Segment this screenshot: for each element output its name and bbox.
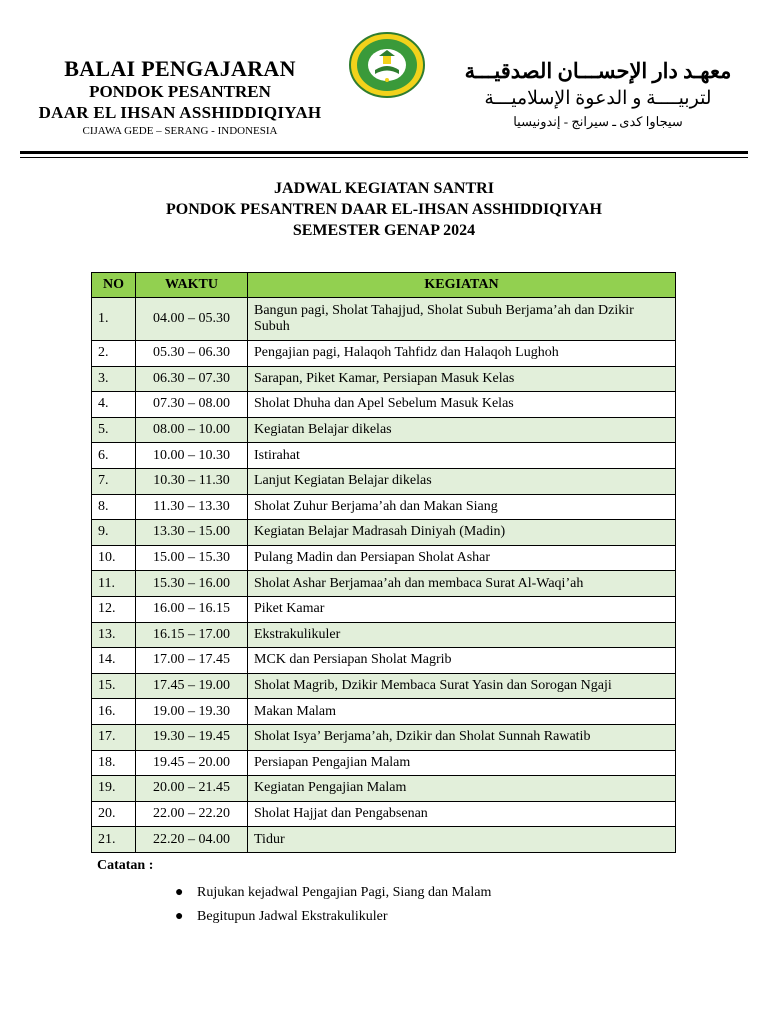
institution-type: PONDOK PESANTREN [89, 82, 271, 101]
table-row [92, 341, 676, 367]
cell-waktu: 17.45 – 19.00 [136, 673, 248, 699]
arabic-institution-mission: لتربيــــة و الدعوة الإسلاميـــة [484, 88, 712, 109]
document-title [0, 178, 768, 241]
school-emblem-icon [347, 30, 427, 100]
cell-no: 3. [92, 366, 136, 392]
table-row [92, 724, 676, 750]
cell-waktu: 22.00 – 22.20 [136, 801, 248, 827]
cell-no: 4. [92, 392, 136, 418]
cell-no: 5. [92, 417, 136, 443]
title-line-2: PONDOK PESANTREN DAAR EL-IHSAN ASSHIDDIQIYAH [166, 201, 602, 218]
cell-no: 18. [92, 750, 136, 776]
table-row [92, 298, 676, 341]
cell-kegiatan: Sholat Isya’ Berjama’ah, Dzikir dan Sholat Sunnah Rawatib [248, 724, 676, 750]
table-row [92, 776, 676, 802]
cell-kegiatan: Sholat Ashar Berjamaa’ah dan membaca Surat Al-Waqi’ah [248, 571, 676, 597]
table-row [92, 750, 676, 776]
header-rule-thick [20, 151, 748, 154]
cell-waktu: 11.30 – 13.30 [136, 494, 248, 520]
column-header-waktu: WAKTU [136, 273, 248, 298]
cell-no: 7. [92, 468, 136, 494]
cell-waktu: 05.30 – 06.30 [136, 341, 248, 367]
cell-waktu: 13.30 – 15.00 [136, 520, 248, 546]
institution-full-name: DAAR EL IHSAN ASSHIDDIQIYAH [38, 103, 322, 122]
letterhead-arabic [448, 56, 748, 132]
cell-waktu: 20.00 – 21.45 [136, 776, 248, 802]
table-row [92, 494, 676, 520]
cell-waktu: 10.00 – 10.30 [136, 443, 248, 469]
cell-waktu: 06.30 – 07.30 [136, 366, 248, 392]
cell-waktu: 07.30 – 08.00 [136, 392, 248, 418]
title-line-3: SEMESTER GENAP 2024 [292, 222, 476, 239]
list-item [97, 881, 657, 905]
cell-kegiatan: Sholat Magrib, Dzikir Membaca Surat Yasin dan Sorogan Ngaji [248, 673, 676, 699]
table-row [92, 673, 676, 699]
header-rule-thin [20, 157, 748, 158]
cell-waktu: 16.15 – 17.00 [136, 622, 248, 648]
cell-kegiatan: Pengajian pagi, Halaqoh Tahfidz dan Halaqoh Lughoh [248, 341, 676, 367]
cell-no: 20. [92, 801, 136, 827]
cell-kegiatan: Sholat Zuhur Berjama’ah dan Makan Siang [248, 494, 676, 520]
table-row [92, 622, 676, 648]
bullet-icon: ● [175, 909, 184, 924]
cell-waktu: 19.00 – 19.30 [136, 699, 248, 725]
cell-kegiatan: Kegiatan Belajar dikelas [248, 417, 676, 443]
column-header-no: NO [92, 273, 136, 298]
letterhead [0, 0, 768, 160]
notes-list [97, 881, 657, 929]
cell-no: 12. [92, 596, 136, 622]
table-header-row [92, 273, 676, 298]
arabic-institution-address: سيجاوا كدى ـ سيرانج - إندونيسيا [513, 114, 683, 129]
cell-no: 15. [92, 673, 136, 699]
table-row [92, 827, 676, 853]
cell-kegiatan: Piket Kamar [248, 596, 676, 622]
cell-waktu: 17.00 – 17.45 [136, 648, 248, 674]
list-item [97, 905, 657, 929]
table-row [92, 648, 676, 674]
table-row [92, 443, 676, 469]
cell-waktu: 15.00 – 15.30 [136, 545, 248, 571]
table-row [92, 417, 676, 443]
cell-waktu: 16.00 – 16.15 [136, 596, 248, 622]
cell-no: 14. [92, 648, 136, 674]
cell-no: 17. [92, 724, 136, 750]
cell-kegiatan: MCK dan Persiapan Sholat Magrib [248, 648, 676, 674]
cell-no: 1. [92, 298, 136, 341]
table-row [92, 596, 676, 622]
cell-kegiatan: Lanjut Kegiatan Belajar dikelas [248, 468, 676, 494]
cell-kegiatan: Pulang Madin dan Persiapan Sholat Ashar [248, 545, 676, 571]
bullet-icon: ● [175, 885, 184, 900]
cell-waktu: 22.20 – 04.00 [136, 827, 248, 853]
cell-kegiatan: Kegiatan Pengajian Malam [248, 776, 676, 802]
cell-waktu: 04.00 – 05.30 [136, 298, 248, 341]
cell-waktu: 15.30 – 16.00 [136, 571, 248, 597]
cell-no: 10. [92, 545, 136, 571]
cell-kegiatan: Tidur [248, 827, 676, 853]
cell-kegiatan: Sarapan, Piket Kamar, Persiapan Masuk Kelas [248, 366, 676, 392]
column-header-kegiatan: KEGIATAN [248, 273, 676, 298]
cell-kegiatan: Makan Malam [248, 699, 676, 725]
cell-no: 9. [92, 520, 136, 546]
cell-no: 13. [92, 622, 136, 648]
cell-waktu: 08.00 – 10.00 [136, 417, 248, 443]
arabic-institution-name: معهـد دار الإحســـان الصدقيـــة [464, 59, 732, 83]
table-row [92, 801, 676, 827]
table-row [92, 392, 676, 418]
notes-title: Catatan : [97, 858, 154, 873]
table-row [92, 545, 676, 571]
cell-kegiatan: Persiapan Pengajian Malam [248, 750, 676, 776]
cell-no: 19. [92, 776, 136, 802]
cell-no: 2. [92, 341, 136, 367]
cell-no: 8. [92, 494, 136, 520]
cell-no: 6. [92, 443, 136, 469]
table-row [92, 520, 676, 546]
title-line-1: JADWAL KEGIATAN SANTRI [274, 180, 494, 197]
schedule-table [91, 272, 676, 853]
notes-section [97, 857, 657, 929]
note-text: Begitupun Jadwal Ekstrakulikuler [197, 909, 388, 924]
cell-kegiatan: Sholat Dhuha dan Apel Sebelum Masuk Kelas [248, 392, 676, 418]
table-row [92, 366, 676, 392]
cell-no: 11. [92, 571, 136, 597]
letterhead-latin [20, 56, 340, 138]
cell-no: 16. [92, 699, 136, 725]
cell-waktu: 19.30 – 19.45 [136, 724, 248, 750]
note-text: Rujukan kejadwal Pengajian Pagi, Siang dan Malam [197, 885, 492, 900]
cell-kegiatan: Sholat Hajjat dan Pengabsenan [248, 801, 676, 827]
cell-waktu: 10.30 – 11.30 [136, 468, 248, 494]
institution-name: BALAI PENGAJARAN [64, 56, 296, 81]
cell-kegiatan: Kegiatan Belajar Madrasah Diniyah (Madin) [248, 520, 676, 546]
table-row [92, 699, 676, 725]
cell-no: 21. [92, 827, 136, 853]
cell-kegiatan: Bangun pagi, Sholat Tahajjud, Sholat Subuh Berjama’ah dan Dzikir Subuh [248, 298, 676, 341]
cell-kegiatan: Ekstrakulikuler [248, 622, 676, 648]
cell-kegiatan: Istirahat [248, 443, 676, 469]
institution-address: CIJAWA GEDE – SERANG - INDONESIA [82, 125, 278, 137]
schedule-table-body [92, 298, 676, 853]
table-row [92, 571, 676, 597]
table-row [92, 468, 676, 494]
cell-waktu: 19.45 – 20.00 [136, 750, 248, 776]
